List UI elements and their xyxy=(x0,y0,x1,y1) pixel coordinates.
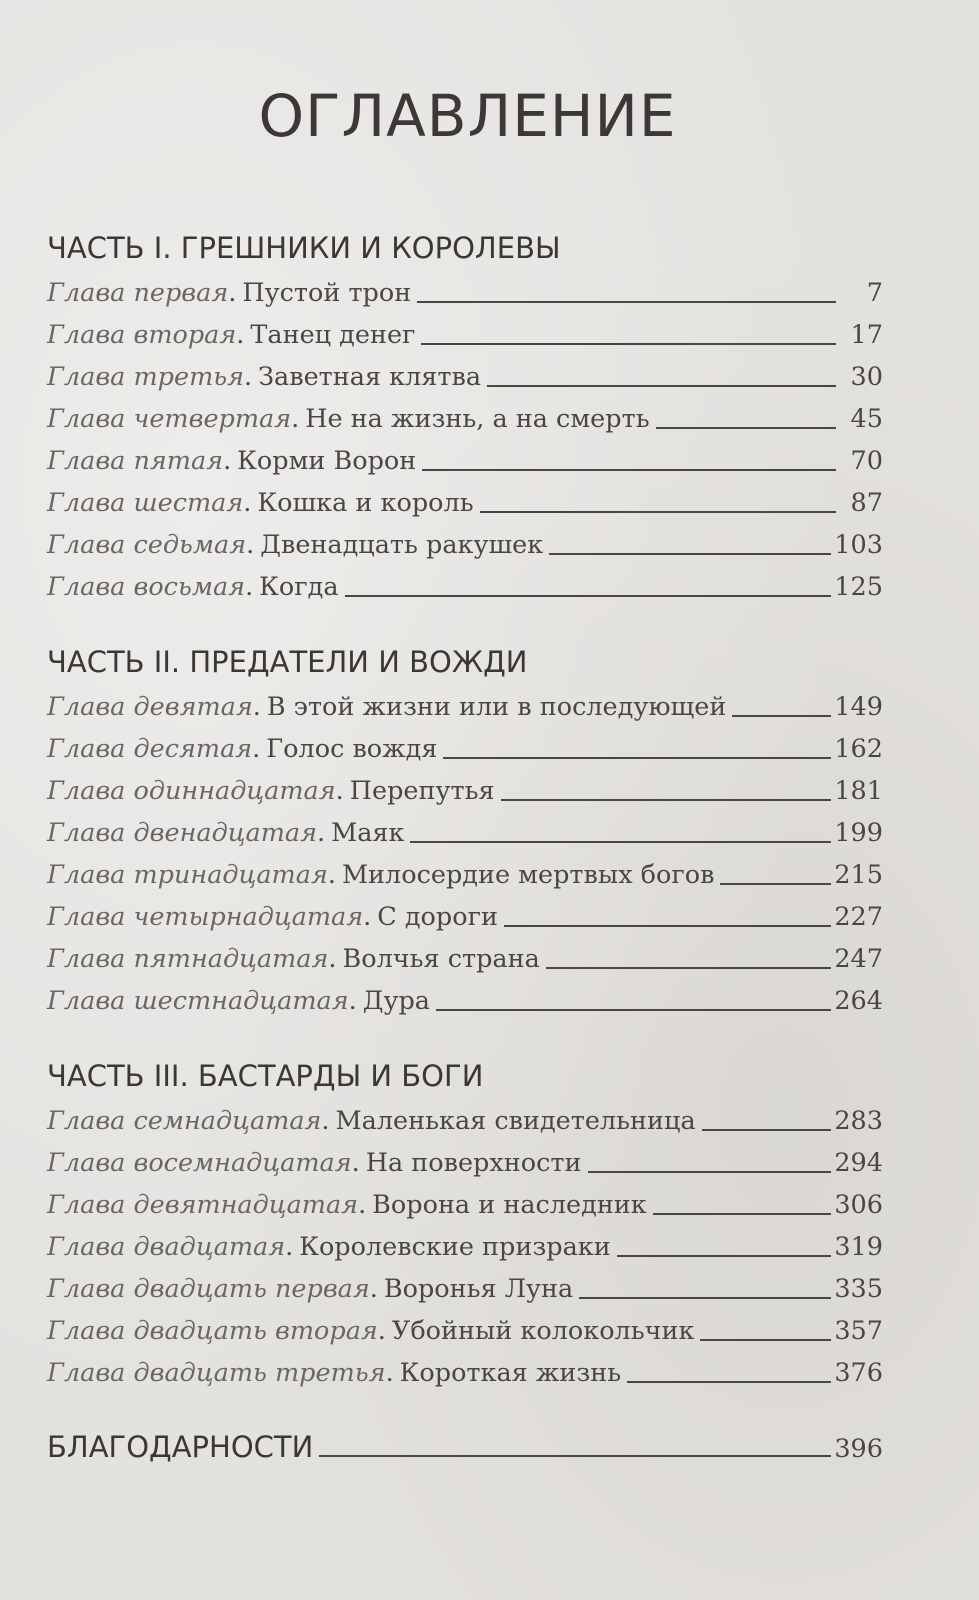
dot-leader xyxy=(487,385,836,387)
page-number: 70 xyxy=(850,446,883,476)
chapter-number: Глава двенадцатая xyxy=(47,818,317,848)
dot-leader xyxy=(501,799,832,801)
chapter-number: Глава девятнадцатая xyxy=(47,1190,359,1220)
toc-entry[interactable] xyxy=(47,1426,883,1468)
toc-entry[interactable]: Глава четырнадцатая . С дороги 227 xyxy=(47,896,883,938)
chapter-number: Глава двадцатая xyxy=(47,1232,286,1262)
toc-entry[interactable]: Глава пятнадцатая . Волчья страна 247 xyxy=(47,938,883,980)
chapter-title: Не на жизнь, а на смерть xyxy=(305,404,650,434)
chapter-title: Короткая жизнь xyxy=(399,1358,622,1388)
toc-entry[interactable]: Глава тринадцатая . Милосердие мертвых богов 215 xyxy=(47,854,883,896)
toc-entry[interactable]: Глава семнадцатая . Маленькая свидетельница 283 xyxy=(47,1100,883,1142)
page-number: 17 xyxy=(850,320,883,350)
dot-leader xyxy=(617,1255,832,1257)
toc-entry[interactable]: Глава девятая . В этой жизни или в последующей 149 xyxy=(47,686,883,728)
chapter-title: Ворона и наследник xyxy=(372,1190,647,1220)
chapter-number: Глава восемнадцатая xyxy=(47,1148,352,1178)
toc-entry[interactable]: Глава двенадцатая . Маяк 199 xyxy=(47,812,883,854)
toc-entry[interactable]: Глава седьмая . Двенадцать ракушек 103 xyxy=(47,524,883,566)
acknowledgements xyxy=(47,1426,883,1468)
chapter-number: Глава шестнадцатая xyxy=(47,986,349,1016)
page-number: 181 xyxy=(834,776,883,806)
page-number: 7 xyxy=(866,278,883,308)
toc-entry[interactable]: Глава одиннадцатая . Перепутья 181 xyxy=(47,770,883,812)
dot-leader xyxy=(549,553,831,555)
dot-leader xyxy=(700,1339,831,1341)
chapter-title: Воронья Луна xyxy=(383,1274,574,1304)
dot-leader xyxy=(702,1129,832,1131)
chapter-number: Глава десятая xyxy=(47,734,253,764)
dot-leader xyxy=(588,1171,832,1173)
chapter-number: Глава четвертая xyxy=(47,404,292,434)
chapter-number: Глава девятая xyxy=(47,692,253,722)
page-number: 283 xyxy=(834,1106,883,1136)
chapter-number: Глава тринадцатая xyxy=(47,860,328,890)
chapter-title: Кошка и король xyxy=(257,488,474,518)
dot-leader xyxy=(421,343,836,345)
chapter-title: Убойный колокольчик xyxy=(391,1316,695,1346)
chapter-title: Маленькая свидетельница xyxy=(335,1106,696,1136)
dot-leader xyxy=(653,1213,832,1215)
dot-leader xyxy=(720,883,831,885)
part-title: ЧАСТЬ III. БАСТАРДЫ И БОГИ xyxy=(47,1059,484,1093)
chapter-number: Глава седьмая xyxy=(47,530,247,560)
toc-entry[interactable]: Глава третья . Заветная клятва 30 xyxy=(47,356,883,398)
page-number: 103 xyxy=(834,530,883,560)
chapter-number: Глава шестая xyxy=(47,488,244,518)
chapter-number: Глава одиннадцатая xyxy=(47,776,336,806)
chapter-number: Глава вторая xyxy=(47,320,237,350)
page-number: 335 xyxy=(834,1274,883,1304)
page-number: 376 xyxy=(834,1358,883,1388)
chapter-title: Пустой трон xyxy=(242,278,412,308)
dot-leader xyxy=(422,469,836,471)
chapter-number: Глава пятая xyxy=(47,446,224,476)
dot-leader xyxy=(656,427,836,429)
toc-entry[interactable]: Глава девятнадцатая . Ворона и наследник 306 xyxy=(47,1184,883,1226)
dot-leader xyxy=(627,1381,831,1383)
part-title: ЧАСТЬ II. ПРЕДАТЕЛИ И ВОЖДИ xyxy=(47,645,528,679)
page-number: 215 xyxy=(834,860,883,890)
toc-entry[interactable]: Глава десятая . Голос вождя 162 xyxy=(47,728,883,770)
dot-leader xyxy=(480,511,836,513)
part-3 xyxy=(47,1056,883,1394)
page-number: 306 xyxy=(834,1190,883,1220)
page-number: 247 xyxy=(834,944,883,974)
page-number: 45 xyxy=(850,404,883,434)
page-number: 264 xyxy=(834,986,883,1016)
chapter-title: Танец денег xyxy=(250,320,416,350)
page-number: 319 xyxy=(834,1232,883,1262)
toc-entry[interactable]: Глава пятая . Корми Ворон 70 xyxy=(47,440,883,482)
chapter-number: Глава восьмая xyxy=(47,572,246,602)
toc-entry[interactable]: Глава шестая . Кошка и король 87 xyxy=(47,482,883,524)
chapter-title: Двенадцать ракушек xyxy=(260,530,544,560)
part-2 xyxy=(47,642,883,1022)
chapter-title: Милосердие мертвых богов xyxy=(341,860,715,890)
page-number: 227 xyxy=(834,902,883,932)
chapter-title: С дороги xyxy=(377,902,498,932)
chapter-number: Глава первая xyxy=(47,278,229,308)
dot-leader xyxy=(504,925,831,927)
chapter-title: Корми Ворон xyxy=(237,446,417,476)
toc-entry[interactable]: Глава двадцать первая . Воронья Луна 335 xyxy=(47,1268,883,1310)
toc-entry[interactable]: Глава двадцать вторая . Убойный колокольчик 357 xyxy=(47,1310,883,1352)
dot-leader xyxy=(436,1009,831,1011)
toc-entry[interactable]: Глава шестнадцатая . Дура 264 xyxy=(47,980,883,1022)
chapter-title: В этой жизни или в последующей xyxy=(266,692,727,722)
dot-leader xyxy=(732,715,831,717)
page-number: 149 xyxy=(834,692,883,722)
dot-leader xyxy=(579,1297,831,1299)
chapter-number: Глава четырнадцатая xyxy=(47,902,364,932)
chapter-number: Глава двадцать первая xyxy=(47,1274,370,1304)
chapter-title: Маяк xyxy=(331,818,405,848)
page-number: 357 xyxy=(834,1316,883,1346)
chapter-title: Перепутья xyxy=(349,776,495,806)
chapter-title: Заветная клятва xyxy=(258,362,482,392)
toc-entry[interactable]: Глава двадцатая . Королевские призраки 319 xyxy=(47,1226,883,1268)
dot-leader xyxy=(319,1455,831,1457)
chapter-title: Волчья страна xyxy=(342,944,540,974)
chapter-title: Когда xyxy=(259,572,339,602)
toc-entry[interactable]: Глава вторая . Танец денег 17 xyxy=(47,314,883,356)
toc-entry[interactable]: Глава восемнадцатая . На поверхности 294 xyxy=(47,1142,883,1184)
page-number: 199 xyxy=(834,818,883,848)
page-number: 294 xyxy=(834,1148,883,1178)
toc-entry[interactable]: Глава двадцать третья . Короткая жизнь 376 xyxy=(47,1352,883,1394)
dot-leader xyxy=(345,595,832,597)
chapter-title: Дура xyxy=(362,986,430,1016)
chapter-number: Глава третья xyxy=(47,362,245,392)
chapter-number: Глава семнадцатая xyxy=(47,1106,322,1136)
toc-entry[interactable]: Глава четвертая . Не на жизнь, а на смерть 45 xyxy=(47,398,883,440)
chapter-number: Глава двадцать третья xyxy=(47,1358,386,1388)
toc-entry[interactable]: Глава первая . Пустой трон 7 xyxy=(47,272,883,314)
chapter-number: Глава пятнадцатая xyxy=(47,944,329,974)
page-number: 125 xyxy=(834,572,883,602)
page-number: 30 xyxy=(850,362,883,392)
page-title: ОГЛАВЛЕНИЕ xyxy=(258,82,677,150)
page-number: 87 xyxy=(850,488,883,518)
chapter-title: Голос вождя xyxy=(266,734,438,764)
dot-leader xyxy=(443,757,831,759)
toc-entry[interactable]: Глава восьмая . Когда 125 xyxy=(47,566,883,608)
dot-leader xyxy=(546,967,831,969)
page-number: 162 xyxy=(834,734,883,764)
part-1 xyxy=(47,228,883,608)
part-title: ЧАСТЬ I. ГРЕШНИКИ И КОРОЛЕВЫ xyxy=(47,231,561,265)
chapter-title: На поверхности xyxy=(365,1148,582,1178)
chapter-number: Глава двадцать вторая xyxy=(47,1316,378,1346)
acknowledgements-label: БЛАГОДАРНОСТИ xyxy=(47,1430,314,1464)
page-number: 396 xyxy=(834,1434,883,1464)
dot-leader xyxy=(410,841,831,843)
dot-leader xyxy=(417,301,836,303)
chapter-title: Королевские призраки xyxy=(299,1232,611,1262)
